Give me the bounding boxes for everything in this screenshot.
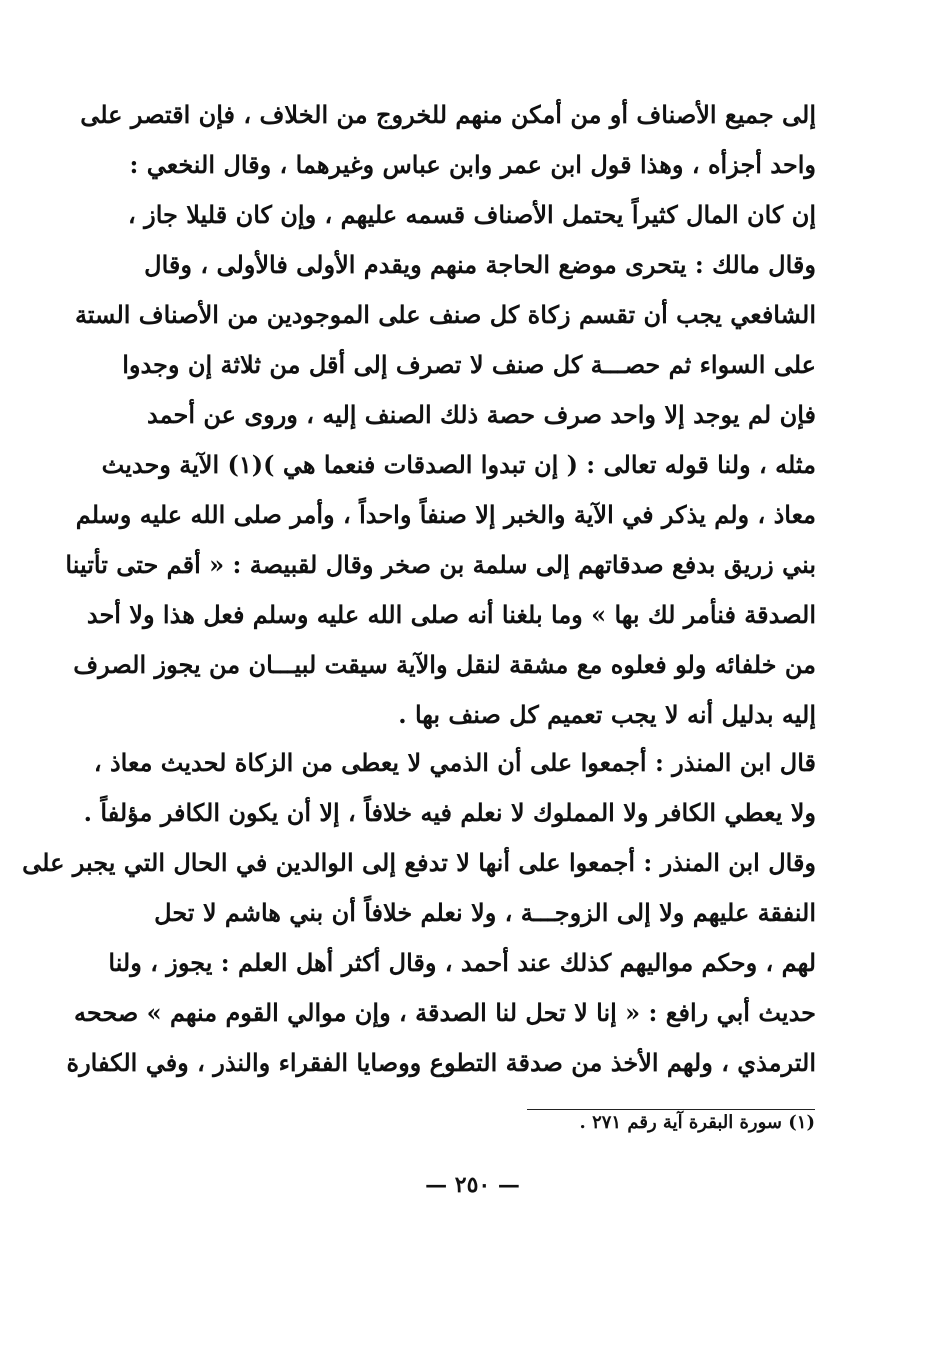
text-line: الترمذي ، ولهم الأخذ من صدقة التطوع ووصايا الفقراء والنذر ، وفي الكفارة <box>66 1048 816 1077</box>
paragraph-2 <box>22 738 816 1088</box>
text-line: إلى جميع الأصناف أو من أمكن منهم للخروج من الخلاف ، فإن اقتصر على <box>80 100 816 129</box>
footnote-separator <box>527 1109 815 1110</box>
text-line: معاذ ، ولم يذكر في الآية والخبر إلا صنفاً واحداً ، وأمر صلى الله عليه وسلم <box>75 500 816 529</box>
text-line: لهم ، وحكم مواليهم كذلك عند أحمد ، وقال أكثر أهل العلم : يجوز ، ولنا <box>108 948 816 977</box>
paragraph-1 <box>65 90 816 740</box>
text-line: ولا يعطي الكافر ولا المملوك لا نعلم فيه خلافاً ، إلا أن يكون الكافر مؤلفاً . <box>83 798 816 827</box>
text-line: من خلفائه ولو فعلوه مع مشقة لنقل والآية سيقت لبيـــان من يجوز الصرف <box>73 650 816 679</box>
page-number: — ٢٥٠ — <box>425 1172 520 1198</box>
text-line: على السواء ثم حصـــة كل صنف لا تصرف إلى أقل من ثلاثة إن وجدوا <box>122 350 816 379</box>
text-line: حديث أبي رافع : « إنا لا تحل لنا الصدقة ، وإن موالي القوم منهم » صححه <box>74 998 816 1027</box>
text-line: النفقة عليهم ولا إلى الزوجـــة ، ولا نعلم خلافاً أن بني هاشم لا تحل <box>154 898 816 927</box>
text-line: الصدقة فنأمر لك بها » وما بلغنا أنه صلى الله عليه وسلم فعل هذا ولا أحد <box>86 600 816 629</box>
text-line: بني زريق بدفع صدقاتهم إلى سلمة بن صخر وقال لقبيصة : « أقم حتى تأتينا <box>65 550 816 579</box>
text-line: إليه بدليل أنه لا يجب تعميم كل صنف بها . <box>398 700 816 729</box>
text-line: إن كان المال كثيراً يحتمل الأصناف قسمه عليهم ، وإن كان قليلا جاز ، <box>128 200 816 229</box>
footnote: (١) سورة البقرة آية رقم ٢٧١ . <box>579 1112 815 1133</box>
text-line: وقال ابن المنذر : أجمعوا على أنها لا تدفع إلى الوالدين في الحال التي يجبر على <box>22 848 816 877</box>
text-line: واحد أجزأه ، وهذا قول ابن عمر وابن عباس وغيرهما ، وقال النخعي : <box>129 150 816 179</box>
text-line: قال ابن المنذر : أجمعوا على أن الذمي لا يعطى من الزكاة لحديث معاذ ، <box>93 748 816 777</box>
text-line: مثله ، ولنا قوله تعالى : ( إن تبدوا الصدقات فنعما هي )(١) الآية وحديث <box>101 450 816 479</box>
text-line: وقال مالك : يتحرى موضع الحاجة منهم ويقدم الأولى فالأولى ، وقال <box>144 250 816 279</box>
text-line: الشافعي يجب أن تقسم زكاة كل صنف على الموجودين من الأصناف الستة <box>74 300 816 329</box>
text-line: فإن لم يوجد إلا واحد صرف حصة ذلك الصنف إليه ، وروى عن أحمد <box>147 400 816 429</box>
